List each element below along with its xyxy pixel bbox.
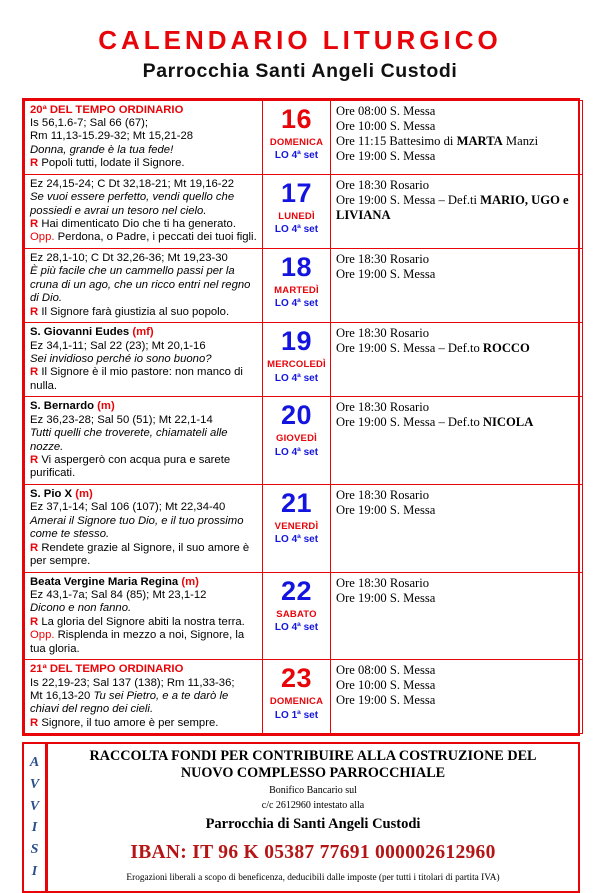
responsorial-psalm: Il Signore farà giustizia al suo popolo.	[41, 305, 230, 318]
mass-schedule-item: Ore 18:30 Rosario	[336, 400, 430, 415]
mass-schedule-item: Ore 10:00 S. Messa	[336, 678, 436, 693]
gospel-antiphon: Tutti quelli che troverete, chiamateli alle nozze.	[30, 427, 228, 453]
mass-schedule-item: Ore 19:00 S. Messa – Def.ti MARIO, UGO e LIVIANA	[336, 192, 569, 222]
avvisi-letter: V	[29, 776, 40, 792]
day-number: 19	[280, 326, 313, 357]
day-block	[263, 175, 330, 240]
liturgy-of-hours-week: LO 1ª set	[274, 709, 319, 721]
liturgy-of-hours-week: LO 4ª set	[274, 622, 319, 633]
mass-schedule-list	[331, 175, 582, 226]
responsorial-psalm: Signore, il tuo amore è per sempre.	[41, 716, 219, 729]
deceased-name: MARTA	[456, 133, 503, 148]
day-name: LUNEDÌ	[278, 210, 315, 222]
scripture-citations: Ez 36,23-28; Sal 50 (51); Mt 22,1-14	[30, 413, 213, 426]
readings-text	[25, 660, 262, 733]
day-number: 21	[280, 487, 313, 518]
mass-schedule-cell	[331, 248, 583, 322]
notice-bank-line2: c/c 2612960 intestato alla	[261, 800, 365, 812]
readings-cell	[25, 397, 263, 485]
liturgy-of-hours-week: LO 4ª set	[274, 224, 319, 236]
deceased-name: NICOLA	[482, 415, 534, 430]
avvisi-letter: S	[30, 842, 39, 858]
readings-cell	[25, 572, 263, 660]
avvisi-letter: I	[31, 820, 38, 836]
saint-rank: (m)	[97, 400, 115, 413]
calendar-row	[25, 484, 583, 572]
scripture-citations: Ez 34,1-11; Sal 22 (23); Mt 20,1-16	[30, 339, 206, 352]
saint-name	[30, 326, 258, 339]
mass-schedule-item: Ore 19:00 S. Messa	[336, 590, 436, 605]
gospel-antiphon: È più facile che un cammello passi per la cruna di un ago, che un ricco entri nel regno di Dio.	[30, 265, 251, 305]
saint-rank: (mf)	[132, 326, 154, 339]
scripture-citations: Ez 28,1-10; C Dt 32,26-36; Mt 19,23-30	[30, 251, 228, 264]
readings-cell	[25, 174, 263, 248]
calendar-row	[25, 660, 583, 734]
scripture-citations: Ez 43,1-7a; Sal 84 (85); Mt 23,1-12	[30, 588, 207, 601]
readings-cell	[25, 100, 263, 174]
mass-schedule-item: Ore 11:15 Battesimo di MARTA Manzi	[336, 133, 539, 148]
responsorial-marker: R	[30, 615, 39, 628]
scripture-citations: Ez 37,1-14; Sal 106 (107); Mt 22,34-40	[30, 501, 226, 514]
saint-label: S. Giovanni Eudes	[30, 326, 130, 339]
day-number: 23	[280, 663, 313, 694]
responsorial-marker: R	[30, 218, 39, 230]
saint-name	[30, 576, 258, 589]
notice-section	[22, 742, 580, 893]
day-block	[263, 101, 330, 166]
deceased-name: ROCCO	[482, 341, 530, 356]
saint-rank: (m)	[181, 575, 199, 588]
mass-schedule-item: Ore 08:00 S. Messa	[336, 103, 436, 118]
notice-parish-name: Parrocchia di Santi Angeli Custodi	[205, 815, 421, 832]
day-block	[263, 660, 330, 725]
saint-label: Beata Vergine Maria Regina	[30, 575, 179, 588]
mass-schedule-item: Ore 19:00 S. Messa	[336, 266, 436, 281]
day-cell	[263, 397, 331, 485]
readings-cell	[25, 660, 263, 734]
calendar-table	[24, 100, 583, 735]
mass-schedule-item: Ore 19:00 S. Messa	[336, 693, 436, 708]
mass-schedule-item: Ore 19:00 S. Messa	[336, 502, 436, 517]
alternate-marker: Opp.	[30, 231, 55, 244]
readings-text	[25, 249, 262, 322]
gospel-antiphon: Amerai il Signore tuo Dio, e il tuo prossimo come te stesso.	[30, 514, 244, 541]
parish-subtitle: Parrocchia Santi Angeli Custodi	[142, 60, 458, 82]
mass-schedule-item: Ore 08:00 S. Messa	[336, 663, 436, 678]
mass-schedule-item: Ore 18:30 Rosario	[336, 177, 430, 192]
day-number: 17	[280, 177, 313, 208]
day-name: SABATO	[276, 608, 317, 620]
alternate-marker: Opp.	[30, 629, 55, 642]
mass-schedule-list	[331, 660, 582, 711]
mass-schedule-item: Ore 18:30 Rosario	[336, 487, 430, 502]
responsorial-marker: R	[30, 716, 39, 729]
liturgy-of-hours-week: LO 4ª set	[274, 446, 319, 458]
mass-schedule-item: Ore 19:00 S. Messa – Def.to ROCCO	[336, 341, 530, 356]
mass-schedule-list	[331, 323, 582, 359]
day-name: MARTEDÌ	[274, 284, 319, 296]
readings-text	[25, 175, 262, 248]
responsorial-psalm: Popoli tutti, lodate il Signore.	[41, 157, 185, 170]
scripture-citations-cont: Mt 16,13-20	[30, 690, 91, 702]
saint-label: S. Pio X	[30, 487, 73, 500]
mass-schedule-list	[331, 485, 582, 521]
notice-content	[48, 742, 580, 893]
responsorial-psalm: Il Signore è il mio pastore: non manco di nulla.	[30, 366, 243, 392]
gospel-antiphon: Dicono e non fanno.	[30, 602, 132, 615]
calendar-row	[25, 323, 583, 397]
alternate-responsorial: Perdona, o Padre, i peccati dei tuoi figli.	[57, 231, 257, 244]
liturgy-of-hours-week: LO 4ª set	[274, 534, 319, 546]
day-number: 20	[280, 400, 313, 431]
day-block	[263, 397, 330, 462]
day-number: 22	[280, 575, 313, 606]
readings-cell	[25, 323, 263, 397]
readings-text	[25, 323, 262, 396]
mass-schedule-cell	[331, 323, 583, 397]
mass-schedule-item: Ore 19:00 S. Messa	[336, 148, 436, 163]
day-number: 18	[280, 251, 313, 282]
scripture-citations: Is 56,1.6-7; Sal 66 (67);	[30, 116, 149, 129]
responsorial-marker: R	[30, 305, 39, 318]
gospel-antiphon: Tu sei Pietro, e a te darò le chiavi del regno dei cieli.	[30, 690, 229, 716]
day-name: GIOVEDÌ	[276, 433, 317, 445]
notice-bank-line1: Bonifico Bancario sul	[269, 784, 357, 796]
readings-cell	[25, 484, 263, 572]
day-block	[263, 323, 330, 388]
day-block	[263, 249, 330, 314]
scripture-citations: Is 22,19-23; Sal 137 (138); Rm 11,33-36;	[30, 676, 235, 689]
page-header	[0, 0, 600, 82]
avvisi-letter: A	[29, 755, 40, 771]
day-name: MERCOLEDÌ	[267, 359, 326, 371]
readings-cell	[25, 248, 263, 322]
readings-text	[25, 573, 262, 660]
iban-value: IBAN: IT 96 K 05387 77691 000002612960	[130, 841, 496, 863]
day-cell	[263, 660, 331, 734]
deceased-name: MARIO, UGO e LIVIANA	[336, 192, 569, 222]
calendar-row	[25, 397, 583, 485]
saint-rank: (m)	[75, 487, 93, 500]
mass-schedule-cell	[331, 572, 583, 660]
calendar-row	[25, 174, 583, 248]
calendar-row	[25, 572, 583, 660]
readings-text	[25, 397, 262, 484]
responsorial-marker: R	[30, 157, 39, 170]
day-cell	[263, 484, 331, 572]
responsorial-marker: R	[30, 366, 39, 379]
mass-schedule-item: Ore 18:30 Rosario	[336, 575, 430, 590]
mass-schedule-cell	[331, 660, 583, 734]
liturgy-of-hours-week: LO 4ª set	[274, 150, 319, 161]
gospel-antiphon: Se vuoi essere perfetto, vendi quello che possiedi e avrai un tesoro nel cielo.	[30, 191, 235, 217]
mass-schedule-cell	[331, 174, 583, 248]
page-title: CALENDARIO LITURGICO	[98, 25, 502, 55]
mass-schedule-list	[331, 573, 582, 609]
day-block	[263, 573, 330, 638]
day-cell	[263, 323, 331, 397]
day-cell	[263, 100, 331, 174]
notice-headline-line2: NUOVO COMPLESSO PARROCCHIALE	[180, 765, 446, 782]
calendar-row	[25, 248, 583, 322]
avvisi-side-label	[22, 742, 48, 893]
season-title: 21ª DEL TEMPO ORDINARIO	[30, 663, 184, 676]
day-cell	[263, 174, 331, 248]
day-name: DOMENICA	[269, 696, 324, 708]
mass-schedule-cell	[331, 397, 583, 485]
mass-schedule-list	[331, 249, 582, 285]
day-number: 16	[280, 103, 313, 134]
responsorial-psalm: Vi aspergerò con acqua pura e sarete purificati.	[30, 454, 231, 480]
day-name: VENERDÌ	[274, 520, 319, 532]
responsorial-marker: R	[30, 541, 39, 554]
mass-schedule-item: Ore 10:00 S. Messa	[336, 118, 436, 133]
saint-name	[30, 400, 258, 413]
mass-schedule-item: Ore 18:30 Rosario	[336, 326, 430, 341]
readings-text	[25, 101, 262, 174]
gospel-antiphon: Sei invidioso perché io sono buono?	[30, 352, 212, 365]
mass-schedule-list	[331, 397, 582, 433]
calendar-body	[25, 100, 583, 734]
calendar-row	[25, 100, 583, 174]
readings-text	[25, 485, 262, 572]
responsorial-psalm: Rendete grazie al Signore, il suo amore è per sempre.	[30, 541, 250, 568]
saint-label: S. Bernardo	[30, 400, 95, 413]
notice-headline-line1: RACCOLTA FONDI PER CONTRIBUIRE ALLA COSTRUZIONE DEL	[89, 748, 537, 765]
avvisi-letter: I	[31, 863, 38, 879]
day-name: DOMENICA	[269, 136, 324, 148]
mass-schedule-cell	[331, 484, 583, 572]
avvisi-letter: V	[29, 798, 40, 814]
responsorial-psalm: Hai dimenticato Dio che ti ha generato.	[41, 218, 236, 230]
calendar-table-wrapper	[22, 98, 580, 737]
alternate-responsorial: Risplenda in mezzo a noi, Signore, la tua gloria.	[30, 629, 245, 655]
mass-schedule-cell	[331, 100, 583, 174]
day-cell	[263, 572, 331, 660]
day-block	[263, 485, 330, 550]
mass-schedule-item: Ore 18:30 Rosario	[336, 251, 430, 266]
mass-schedule-list	[331, 101, 582, 167]
liturgy-of-hours-week: LO 4ª set	[274, 372, 319, 384]
responsorial-psalm: La gloria del Signore abiti la nostra terra.	[41, 615, 245, 628]
scripture-citations-cont: Rm 11,13-15.29-32; Mt 15,21-28	[30, 130, 194, 143]
scripture-citations: Ez 24,15-24; C Dt 32,18-21; Mt 19,16-22	[30, 177, 235, 190]
saint-name	[30, 488, 258, 501]
responsorial-marker: R	[30, 454, 39, 466]
notice-footnote: Erogazioni liberali a scopo di beneficenza, deducibili dalle imposte (per tutti i titolari di partita IVA)	[126, 872, 500, 883]
liturgy-of-hours-week: LO 4ª set	[274, 298, 319, 310]
mass-schedule-item: Ore 19:00 S. Messa – Def.to NICOLA	[336, 415, 534, 430]
day-cell	[263, 248, 331, 322]
season-title: 20ª DEL TEMPO ORDINARIO	[30, 103, 184, 116]
gospel-antiphon: Donna, grande è la tua fede!	[30, 143, 174, 156]
